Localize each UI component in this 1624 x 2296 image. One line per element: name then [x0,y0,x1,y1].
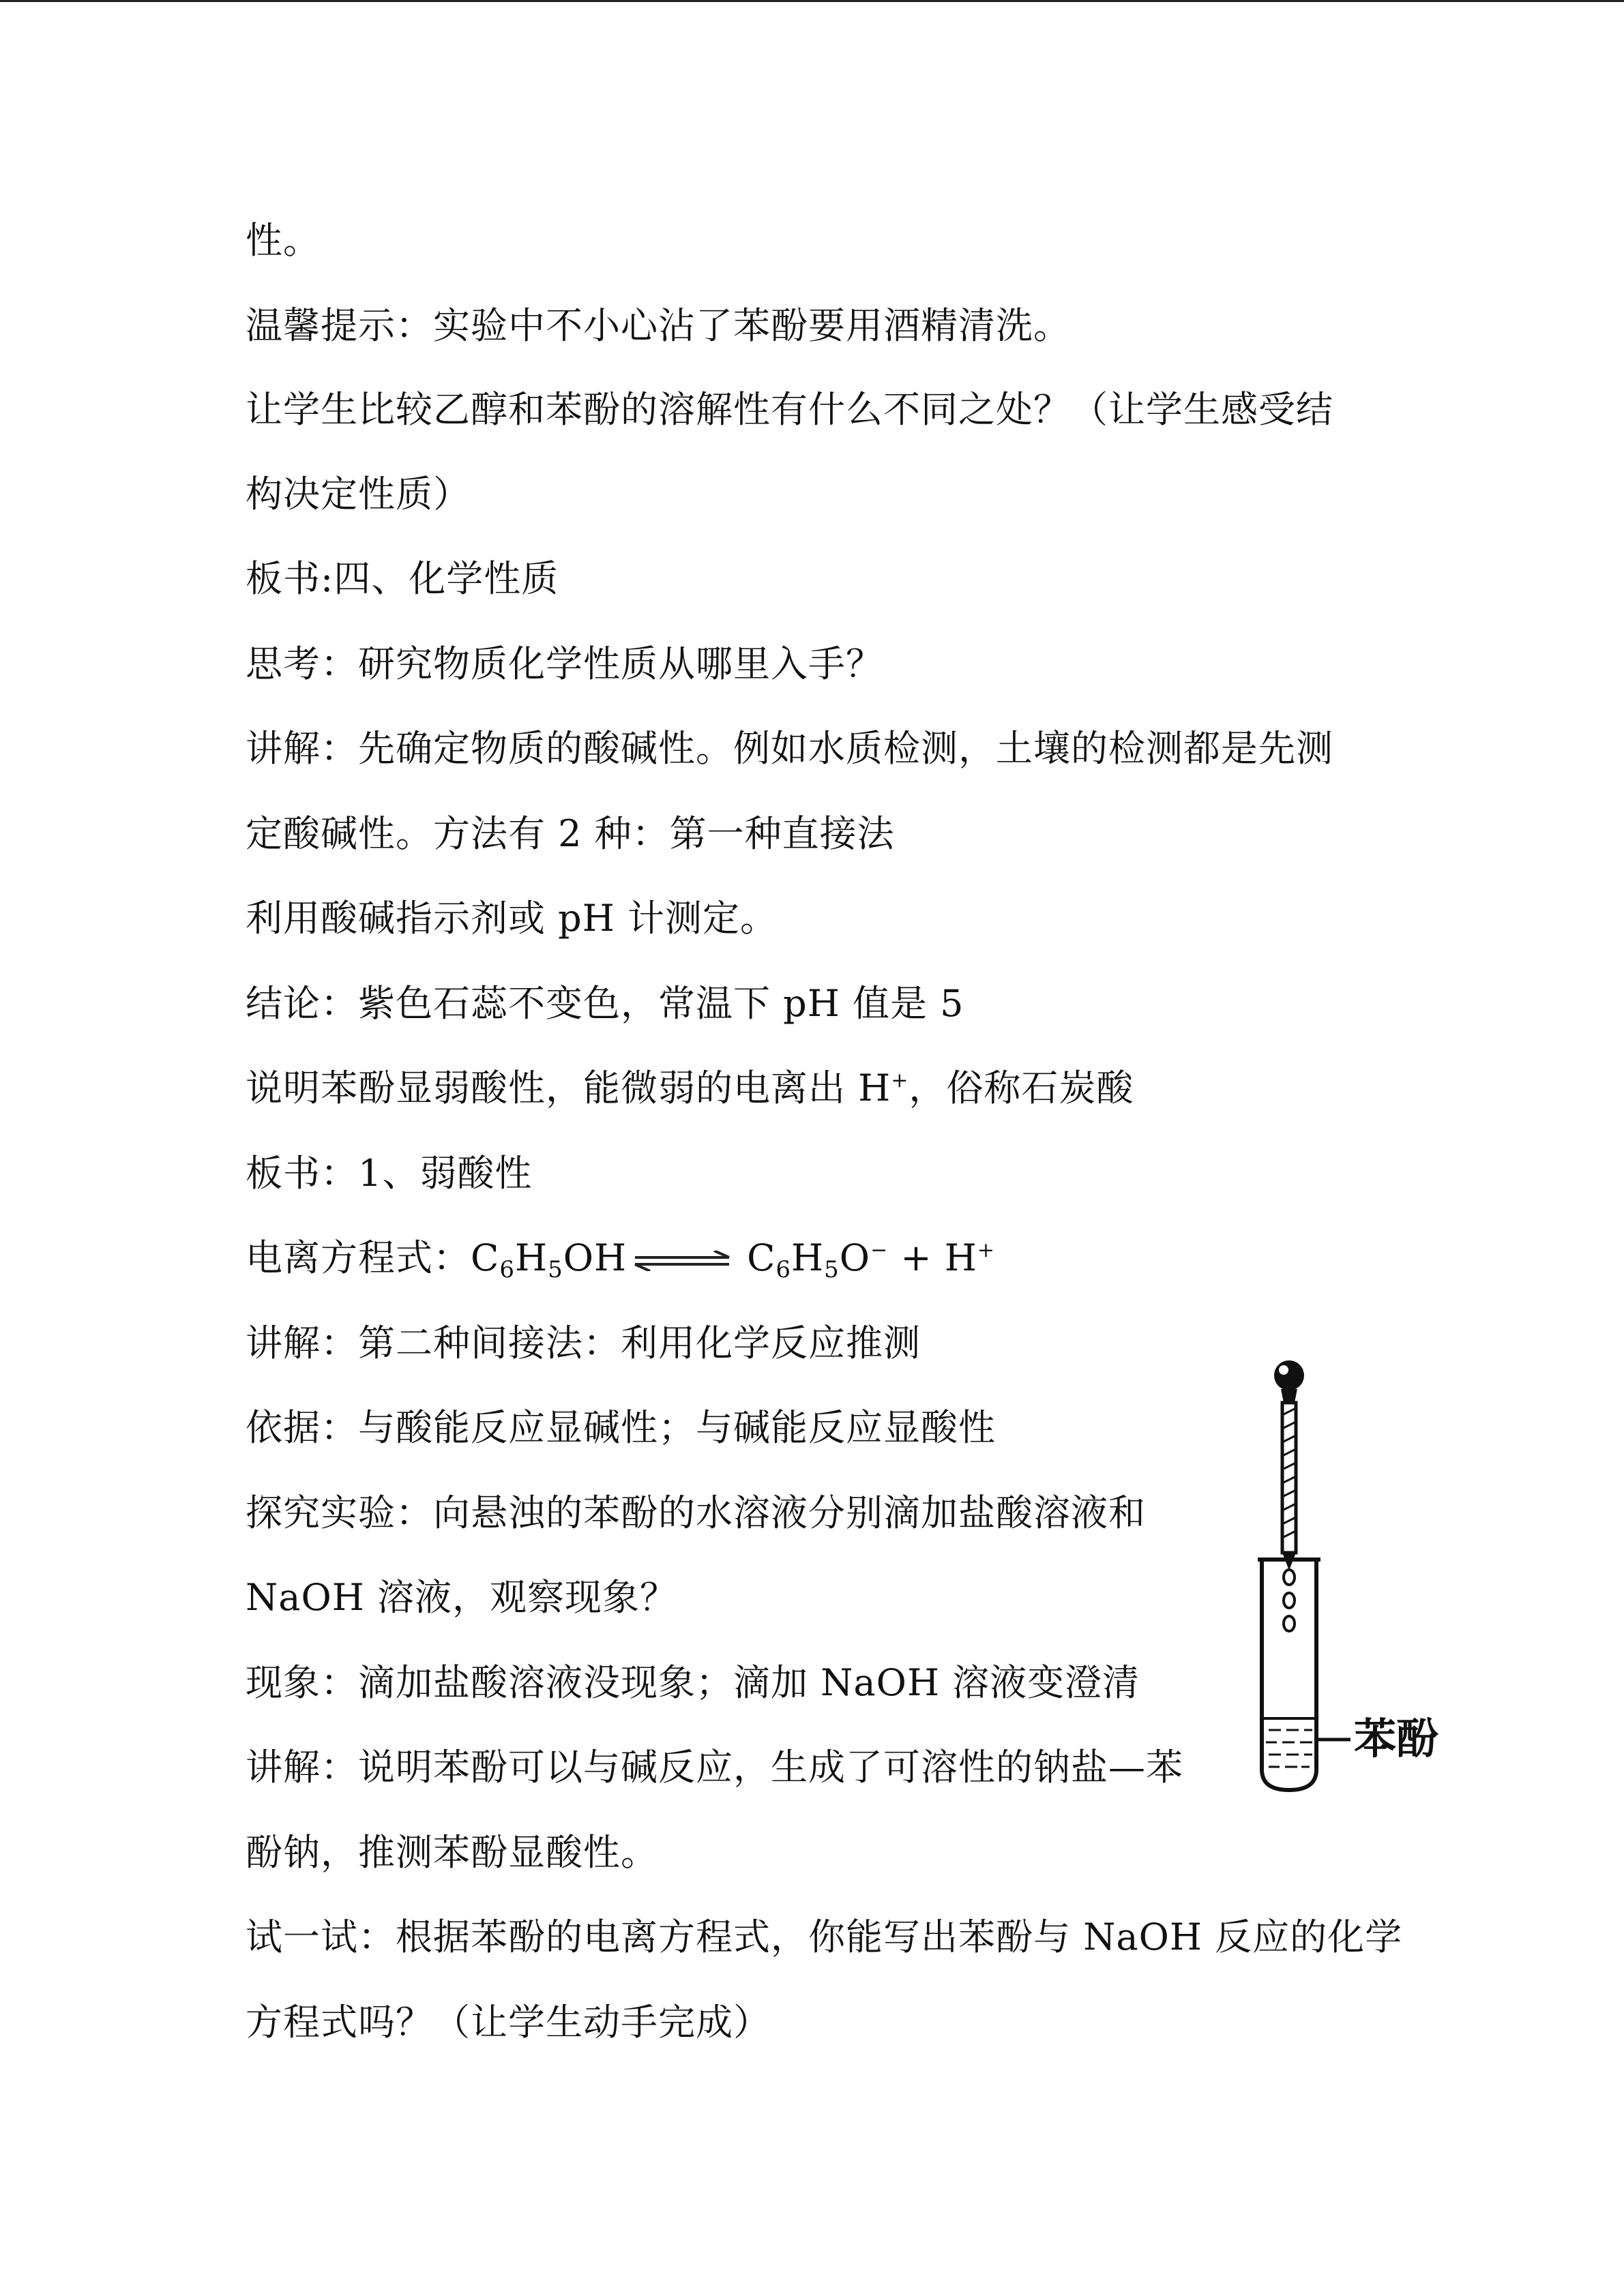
text-line-5: 板书:四、化学性质 [246,557,559,600]
ionization-equation: 电离方程式：$C_6H_5OH$ $C_6H_5O^- + H^+$ [246,1236,996,1283]
text-line-20: 酚钠，推测苯酚显酸性。 [246,1831,658,1874]
text-line-3: 让学生比较乙醇和苯酚的溶解性有什么不同之处？（让学生感受结 [246,388,1333,431]
text-line-16: 探究实验：向悬浊的苯酚的水溶液分别滴加盐酸溶液和 [246,1491,1146,1534]
text-line-1: 性。 [246,219,321,262]
text-line-11: 说明苯酚显弱酸性，能微弱的电离出 H+，俗称石炭酸 [246,1067,1134,1109]
text-line-2: 温馨提示：实验中不小心沾了苯酚要用酒精清洗。 [246,304,1071,347]
text-line-14: 讲解：第二种间接法：利用化学反应推测 [246,1322,921,1365]
text-line-4: 构决定性质） [246,473,471,516]
text-line-10: 结论：紫色石蕊不变色，常温下 pH 值是 5 [246,982,964,1025]
text-line-17: NaOH 溶液，观察现象？ [246,1576,677,1619]
text-line-21: 试一试：根据苯酚的电离方程式，你能写出苯酚与 NaOH 反应的化学 [246,1915,1403,1958]
text-line-6: 思考：研究物质化学性质从哪里入手？ [246,642,883,685]
text-line-15: 依据：与酸能反应显碱性；与碱能反应显酸性 [246,1406,996,1449]
text-line-7: 讲解：先确定物质的酸碱性。例如水质检测，土壤的检测都是先测 [246,727,1333,770]
dropper-test-tube-icon [1241,1354,1357,1804]
reversible-arrow-icon [631,1251,733,1271]
text-line-22: 方程式吗？（让学生动手完成） [246,2001,771,2044]
text-line-18: 现象：滴加盐酸溶液没现象；滴加 NaOH 溶液变澄清 [246,1661,1140,1704]
page-top-border [0,0,1624,2]
text-line-9: 利用酸碱指示剂或 pH 计测定。 [246,897,778,940]
text-line-19: 讲解：说明苯酚可以与碱反应，生成了可溶性的钠盐—苯 [246,1746,1183,1789]
text-line-8: 定酸碱性。方法有 2 种：第一种直接法 [246,812,895,855]
dropper-test-tube-figure [1241,1354,1460,1804]
figure-label: 苯酚 [1354,1714,1439,1763]
text-line-12: 板书：1、弱酸性 [246,1152,533,1195]
